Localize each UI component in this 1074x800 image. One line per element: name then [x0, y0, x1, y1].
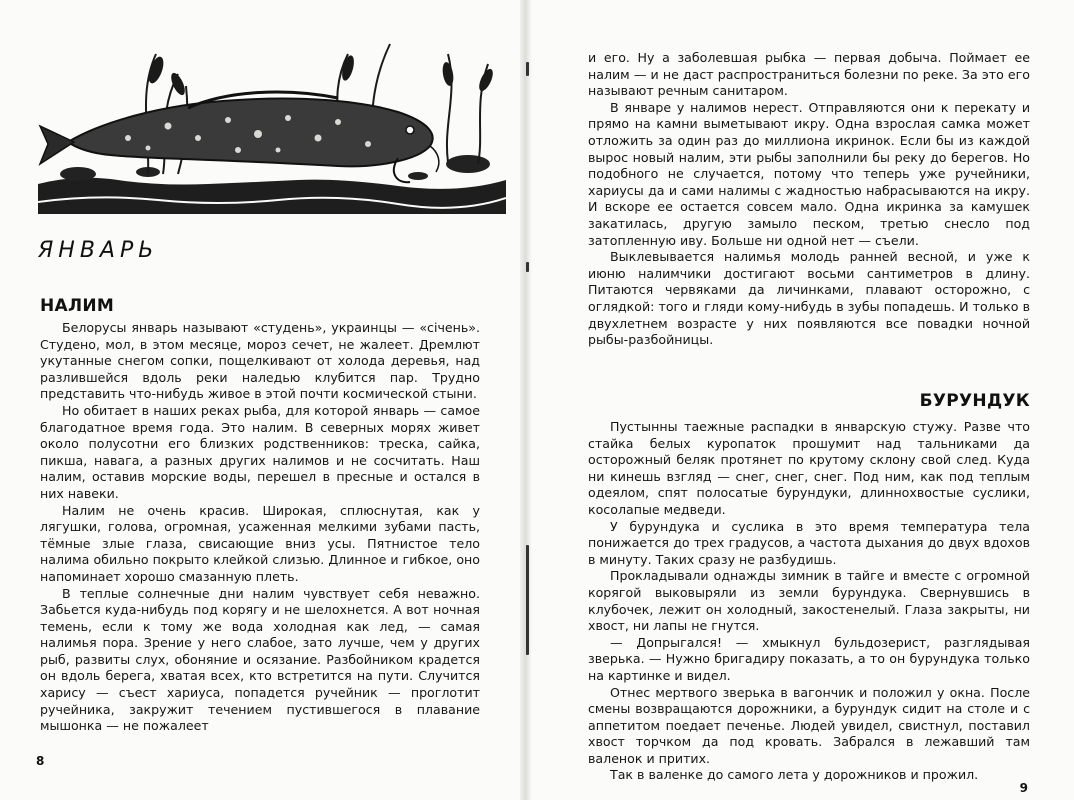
paragraph: В январе у налимов нерест. Отправляются они к перекату и прямо на камни выметывают икру. Одна взрослая самка может отложить за один раз до миллиона икринок. Если бы из каждой вырос новый налим, эти рыбы заполнили бы реку до берегов. Но подобного не случается, потому что теперь уже ручейники, хариусы да и сами налимы с жадностью набрасываются на икру. И вскоре ее остается совсем мало. Одна икринка за камушек закатилась, другую замыло песком, третью снесло под затопленную иву. Больше ни одной нет — съели. — [588, 99, 1030, 248]
right-page — [525, 0, 1074, 800]
article-nalim — [40, 320, 480, 735]
burbot-illustration — [38, 34, 506, 214]
paragraph: Налим не очень красив. Широкая, сплюснутая, как у лягушки, голова, огромная, усаженная мелкими зубами пасть, тёмные злые глаза, свисающие вниз усы. Пятнистое тело налима обильно покрыто клейкой слизью. Длинное и гибкое, оно напоминает хорошо смазанную плеть. — [40, 502, 480, 584]
chapter-title: ЯНВАРЬ — [38, 238, 159, 263]
paragraph: Белорусы январь называют «студень», украинцы — «січень». Студено, мол, в этом месяце, мороз сечет, не жалеет. Дремлют укутанные снегом сопки, пощелкивают от холода деревья, над разлившейся вдоль реки наледью клубится пар. Трудно представить что-нибудь живое в этой почти космической стыни. — [40, 320, 480, 402]
paragraph: Пустынны таежные распадки в январскую стужу. Разве что стайка белых куропаток прошумит над тальниками да осторожный беляк протянет по крутому склону свой след. Куда ни кинешь взгляд — снег, снег, снег. Под ним, как под теплым одеялом, спят полосатые бурундуки, длиннохвостые суслики, косолапые медведи. — [588, 419, 1030, 517]
section-title-nalim: НАЛИМ — [40, 296, 115, 316]
paragraph: В теплые солнечные дни налим чувствует себя неважно. Забьется куда-нибудь под корягу и не шелохнется. А вот ночная темень, если к тому же вода холодная как лед, — самая налимья пора. Зрение у него слабое, зато лучше, чем у других рыб, развиты слух, обоняние и осязание. Разбойником крадется он вдоль берега, хватая всех, кто встретится на пути. Случится харису — съест хариуса, попадется ручейник — проглотит ручейника, закружит течением пустившегося в плавание мышонка — не пожалеет — [40, 585, 480, 734]
paragraph: Но обитает в наших реках рыба, для которой январь — самое благодатное время года. Это налим. В северных морях живет около полусотни его близких родственников: треска, сайка, пикша, навага, а разных других налимов и не сосчитать. Наш налим, оставив морские воды, перешел в пресные и остался в них навеки. — [40, 402, 480, 501]
article-nalim-continuation — [588, 50, 1030, 349]
paragraph: У бурундука и суслика в это время температура тела понижается до трех градусов, а частота дыхания до двух вдохов в минуту. Таких сразу не разбудишь. — [588, 518, 1030, 567]
paragraph: Прокладывали однажды зимник в тайге и вместе с огромной корягой выковыряли из земли бурундука. Свернувшись в клубочек, лежит он холодный, закостенелый. Глаза закрыты, ни хвост, ни лапы не гнутся. — [588, 568, 1030, 634]
paragraph: — Допрыгался! — хмыкнул бульдозерист, разглядывая зверька. — Нужно бригадиру показать, а то он бурундука только на картинке и видел. — [588, 634, 1030, 683]
paragraph: Так в валенке до самого лета у дорожников и прожил. — [610, 767, 979, 783]
section-title-burunduk: БУРУНДУК — [919, 391, 1030, 411]
article-burunduk — [588, 419, 1030, 784]
left-page — [0, 0, 525, 800]
paragraph: и его. Ну а заболевшая рыбка — первая добыча. Поймает ее налим — и не даст распространиться болезни по реке. За это его называют речным санитаром. — [588, 50, 1030, 99]
page-number-right: 9 — [1019, 781, 1028, 795]
paragraph: Выклевывается налимья молодь ранней весной, и уже к июню налимчики достигают восьми сантиметров в длину. Питаются червяками да личинками, плавают осторожно, с оглядкой: того и гляди кому-нибудь в зубы попадешь. И только в двухлетнем возрасте у них появляются все повадки ночной рыбы-разбойницы. — [588, 249, 1030, 348]
paragraph: Отнес мертвого зверька в вагончик и положил у окна. После смены возвращаются дорожники, а бурундук сидит на столе и с аппетитом поедает печенье. Людей увидел, свистнул, поставил хвост торчком да под кровать. Забрался в лежавший там валенок и притих. — [588, 684, 1030, 766]
page-number-left: 8 — [36, 754, 45, 768]
